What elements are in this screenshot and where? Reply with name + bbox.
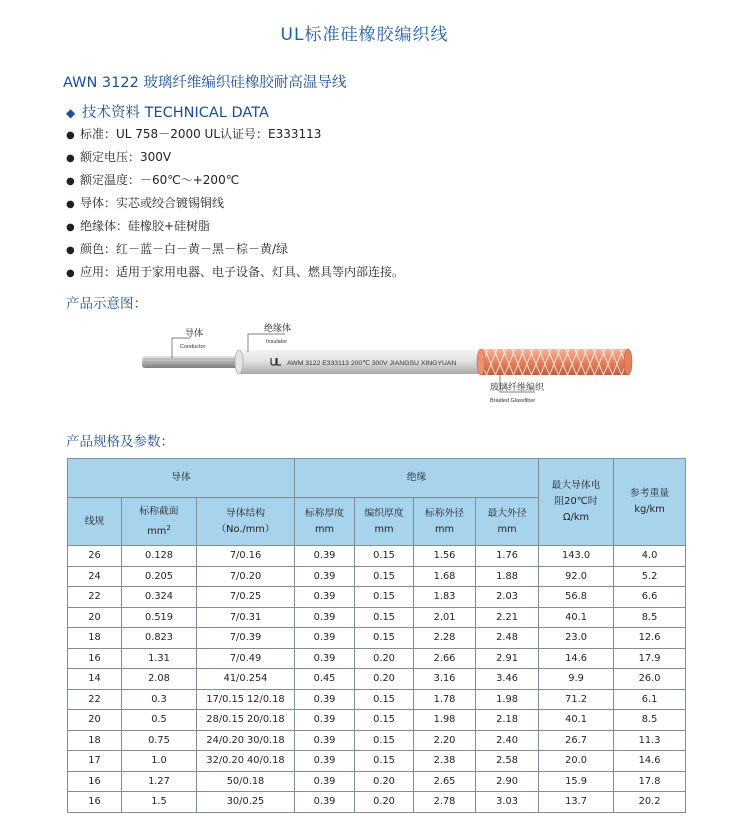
cell-max-outer-diameter: 2.90 [476, 771, 539, 792]
cell-area: 1.31 [122, 648, 197, 669]
cell-outer-diameter: 1.68 [414, 566, 476, 587]
glassfiber-braid [477, 349, 632, 375]
cell-area: 0.823 [122, 628, 197, 649]
header-braid-unit: mm [374, 523, 394, 535]
page-title: UL标准硅橡胶编织线 [280, 25, 449, 45]
cell-structure: 7/0.16 [197, 546, 295, 567]
header-od-unit: mm [434, 523, 455, 535]
cell-gauge: 24 [68, 566, 122, 587]
cell-resistance: 92.0 [539, 566, 614, 587]
cell-area: 0.519 [122, 607, 197, 628]
cell-weight: 12.6 [614, 628, 686, 649]
cell-braid-thickness: 0.20 [355, 648, 414, 669]
cell-area: 1.5 [122, 792, 197, 813]
cell-structure: 7/0.49 [197, 648, 295, 669]
header-area [122, 498, 197, 546]
cell-thickness: 0.39 [295, 566, 355, 587]
header-thickness-unit: mm [314, 523, 335, 535]
cell-gauge: 16 [68, 792, 122, 813]
cell-braid-thickness: 0.20 [355, 792, 414, 813]
cell-thickness: 0.39 [295, 607, 355, 628]
cell-area: 1.27 [122, 771, 197, 792]
table-row [68, 546, 686, 567]
cell-structure: 32/0.20 40/0.18 [197, 751, 295, 772]
header-max-od-label: 最大外径 [487, 507, 527, 519]
technical-data-item [66, 215, 404, 238]
technical-data-text: 额定电压：300V [80, 150, 172, 164]
cell-max-outer-diameter: 3.46 [476, 669, 539, 690]
cell-gauge: 14 [68, 669, 122, 690]
technical-data-text: 绝缘体：硅橡胶+硅树脂 [80, 219, 211, 233]
product-subtitle: AWN 3122 玻璃纤维编织硅橡胶耐高温导线 [63, 75, 347, 91]
cell-resistance: 14.6 [539, 648, 614, 669]
header-resistance-unit: Ω/km [563, 512, 590, 523]
cell-braid-thickness: 0.15 [355, 689, 414, 710]
cell-outer-diameter: 1.98 [414, 710, 476, 731]
technical-data-text: 应用：适用于家用电器、电子设备、灯具、燃具等内部连接。 [80, 265, 405, 279]
table-row [68, 648, 686, 669]
cell-thickness: 0.39 [295, 648, 355, 669]
cell-thickness: 0.39 [295, 771, 355, 792]
cell-max-outer-diameter: 1.88 [476, 566, 539, 587]
technical-data-item [66, 169, 404, 192]
cell-weight: 5.2 [614, 566, 686, 587]
spec-table [67, 458, 686, 813]
cell-braid-thickness: 0.15 [355, 566, 414, 587]
cell-weight: 6.6 [614, 587, 686, 608]
cell-max-outer-diameter: 2.40 [476, 730, 539, 751]
cell-resistance: 20.0 [539, 751, 614, 772]
header-structure-label: 导体结构 [225, 507, 266, 519]
table-title: 产品规格及参数： [66, 434, 174, 450]
cell-outer-diameter: 3.16 [414, 669, 476, 690]
table-row [68, 607, 686, 628]
table-row [68, 587, 686, 608]
cell-thickness: 0.39 [295, 710, 355, 731]
insulator-label-en: Insulator [266, 339, 288, 345]
conductor-label-en: Conductor [180, 344, 206, 350]
cell-structure: 28/0.15 20/0.18 [197, 710, 295, 731]
cell-max-outer-diameter: 2.21 [476, 607, 539, 628]
bullet-icon: ● [66, 199, 75, 210]
cell-braid-thickness: 0.15 [355, 607, 414, 628]
header-area-unit [122, 520, 196, 540]
cell-braid-thickness: 0.15 [355, 730, 414, 751]
cell-outer-diameter: 2.66 [414, 648, 476, 669]
cell-thickness: 0.45 [295, 669, 355, 690]
header-weight-unit: kg/km [634, 504, 665, 515]
cell-braid-thickness: 0.20 [355, 669, 414, 690]
header-weight [614, 459, 686, 546]
cell-weight: 26.0 [614, 669, 686, 690]
cell-structure: 7/0.20 [197, 566, 295, 587]
header-structure-unit: （No./mm） [216, 523, 275, 535]
cell-thickness: 0.39 [295, 587, 355, 608]
header-braid-label: 编织厚度 [364, 507, 404, 519]
cell-resistance: 15.9 [539, 771, 614, 792]
cell-area: 0.5 [122, 710, 197, 731]
cell-thickness: 0.39 [295, 546, 355, 567]
cell-gauge: 22 [68, 587, 122, 608]
cell-braid-thickness: 0.15 [355, 546, 414, 567]
cell-area: 0.75 [122, 730, 197, 751]
cell-structure: 24/0.20 30/0.18 [197, 730, 295, 751]
cell-weight: 4.0 [614, 546, 686, 567]
cell-structure: 50/0.18 [197, 771, 295, 792]
bullet-icon: ● [66, 176, 75, 187]
braid-label-cn: 玻璃纤维编织 [490, 383, 545, 393]
cell-area: 0.128 [122, 546, 197, 567]
cell-outer-diameter: 2.78 [414, 792, 476, 813]
bullet-icon: ● [66, 222, 75, 233]
table-row [68, 751, 686, 772]
conductor-wire [142, 356, 242, 368]
cell-max-outer-diameter: 3.03 [476, 792, 539, 813]
cell-resistance: 26.7 [539, 730, 614, 751]
cell-weight: 11.3 [614, 730, 686, 751]
technical-data-text: 导体：实芯或绞合镀锡铜线 [80, 196, 225, 210]
table-row [68, 710, 686, 731]
header-braid-thickness [355, 498, 414, 546]
header-area-label: 标称截面 [139, 505, 179, 517]
cell-area: 2.08 [122, 669, 197, 690]
cell-resistance: 40.1 [539, 710, 614, 731]
cell-gauge: 26 [68, 546, 122, 567]
header-max-outer-diameter [476, 498, 539, 546]
cell-resistance: 143.0 [539, 546, 614, 567]
cell-resistance: 23.0 [539, 628, 614, 649]
header-resistance-label: 最大导体电阻20℃时 [551, 480, 601, 507]
header-area-unit-text: mm [147, 525, 167, 537]
cable-print-text: AWM 3122 E333113 200℃ 300V JIANGSU XINGYUAN [287, 360, 457, 367]
technical-data-text: 额定温度：－60℃～+200℃ [80, 173, 240, 187]
cell-gauge: 20 [68, 607, 122, 628]
cell-max-outer-diameter: 1.76 [476, 546, 539, 567]
cell-thickness: 0.39 [295, 628, 355, 649]
technical-data-item [66, 261, 404, 284]
cell-gauge: 18 [68, 730, 122, 751]
cell-thickness: 0.39 [295, 689, 355, 710]
header-weight-label: 参考重量 [629, 488, 670, 499]
cell-thickness: 0.39 [295, 792, 355, 813]
cell-outer-diameter: 1.56 [414, 546, 476, 567]
cell-area: 0.3 [122, 689, 197, 710]
table-row [68, 792, 686, 813]
cell-structure: 7/0.25 [197, 587, 295, 608]
technical-data-label: 技术资料 TECHNICAL DATA [82, 105, 269, 121]
header-thickness-label: 标称厚度 [304, 507, 345, 519]
cell-braid-thickness: 0.15 [355, 710, 414, 731]
cell-max-outer-diameter: 2.03 [476, 587, 539, 608]
cell-structure: 30/0.25 [197, 792, 295, 813]
header-od-label: 标称外径 [424, 507, 465, 519]
technical-data-text: 标准：UL 758－2000 UL认证号：E333113 [80, 127, 322, 141]
cell-weight: 14.6 [614, 751, 686, 772]
bullet-icon: ● [66, 268, 75, 279]
cell-structure: 17/0.15 12/0.18 [197, 689, 295, 710]
diamond-icon: ◆ [66, 106, 76, 120]
cell-resistance: 13.7 [539, 792, 614, 813]
table-row [68, 730, 686, 751]
cell-outer-diameter: 2.28 [414, 628, 476, 649]
bullet-icon: ● [66, 245, 75, 256]
header-structure [197, 498, 295, 546]
cell-area: 0.205 [122, 566, 197, 587]
cell-weight: 20.2 [614, 792, 686, 813]
cell-gauge: 18 [68, 628, 122, 649]
header-thickness [295, 498, 355, 546]
cell-structure: 41/0.254 [197, 669, 295, 690]
cell-max-outer-diameter: 2.58 [476, 751, 539, 772]
cell-weight: 17.9 [614, 648, 686, 669]
cell-braid-thickness: 0.20 [355, 771, 414, 792]
cell-resistance: 71.2 [539, 689, 614, 710]
cell-outer-diameter: 2.38 [414, 751, 476, 772]
cell-resistance: 56.8 [539, 587, 614, 608]
cell-structure: 7/0.39 [197, 628, 295, 649]
diagram-title: 产品示意图： [66, 296, 147, 312]
technical-data-text: 颜色：红－蓝－白－黄－黑－棕－黄/绿 [80, 242, 289, 256]
cell-braid-thickness: 0.15 [355, 751, 414, 772]
cell-outer-diameter: 1.83 [414, 587, 476, 608]
cell-outer-diameter: 2.65 [414, 771, 476, 792]
header-outer-diameter [414, 498, 476, 546]
cell-max-outer-diameter: 1.98 [476, 689, 539, 710]
cell-structure: 7/0.31 [197, 607, 295, 628]
cell-outer-diameter: 2.20 [414, 730, 476, 751]
cell-weight: 8.5 [614, 710, 686, 731]
cell-gauge: 22 [68, 689, 122, 710]
cell-gauge: 16 [68, 771, 122, 792]
cell-weight: 17.8 [614, 771, 686, 792]
table-row [68, 628, 686, 649]
braid-label-en: Braided Glassfiber [490, 398, 536, 404]
table-row [68, 771, 686, 792]
table-row [68, 566, 686, 587]
cell-area: 0.324 [122, 587, 197, 608]
conductor-label-cn: 导体 [185, 329, 204, 339]
technical-data-heading [66, 101, 269, 122]
header-max-od-unit: mm [497, 523, 517, 535]
cell-resistance: 9.9 [539, 669, 614, 690]
cell-gauge: 20 [68, 710, 122, 731]
cell-gauge: 16 [68, 648, 122, 669]
cell-braid-thickness: 0.15 [355, 587, 414, 608]
technical-data-item [66, 192, 404, 215]
cell-weight: 8.5 [614, 607, 686, 628]
header-resistance [539, 459, 614, 546]
header-conductor: 导体 [68, 459, 295, 498]
cell-max-outer-diameter: 2.18 [476, 710, 539, 731]
cell-braid-thickness: 0.15 [355, 628, 414, 649]
bullet-icon: ● [66, 130, 75, 141]
header-insulation: 绝缘 [295, 459, 539, 498]
cell-max-outer-diameter: 2.48 [476, 628, 539, 649]
technical-data-list [66, 123, 404, 284]
technical-data-item [66, 123, 404, 146]
technical-data-item [66, 146, 404, 169]
cell-outer-diameter: 2.01 [414, 607, 476, 628]
cell-weight: 6.1 [614, 689, 686, 710]
cell-thickness: 0.39 [295, 730, 355, 751]
technical-data-item [66, 238, 404, 261]
header-area-unit-sup: 2 [166, 523, 171, 532]
cell-gauge: 17 [68, 751, 122, 772]
header-gauge: 线规 [68, 498, 122, 546]
table-row [68, 689, 686, 710]
cell-resistance: 40.1 [539, 607, 614, 628]
bullet-icon: ● [66, 153, 75, 164]
cell-max-outer-diameter: 2.91 [476, 648, 539, 669]
cable-diagram [140, 320, 640, 415]
table-row [68, 669, 686, 690]
insulator-label-cn: 绝缘体 [264, 324, 292, 334]
cell-thickness: 0.39 [295, 751, 355, 772]
cell-area: 1.0 [122, 751, 197, 772]
cell-outer-diameter: 1.78 [414, 689, 476, 710]
